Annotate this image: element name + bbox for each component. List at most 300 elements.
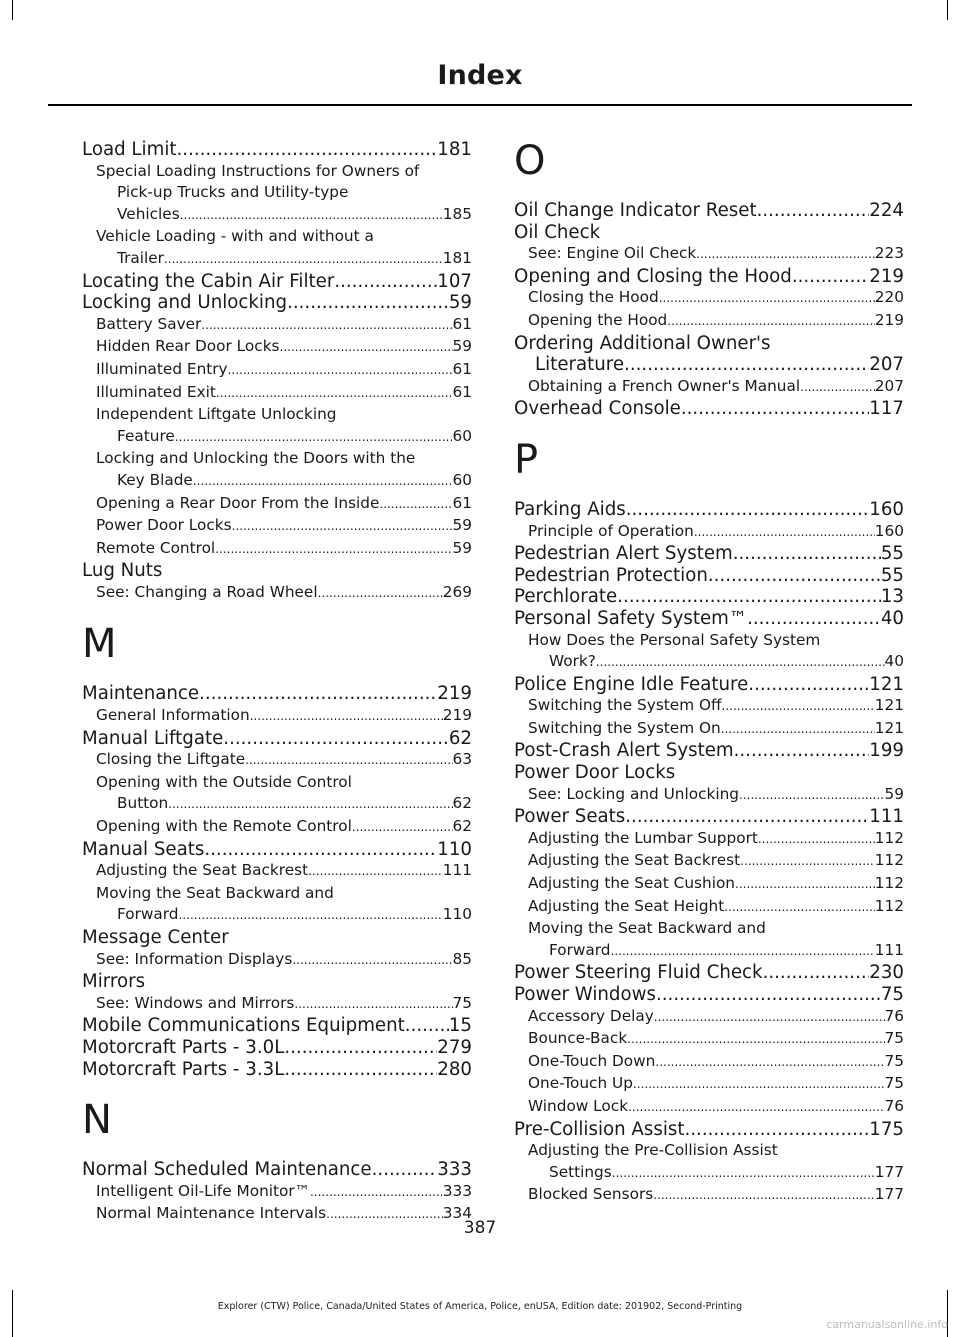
page-reference[interactable]: 61 [452,359,472,378]
page-reference[interactable]: 55 [880,543,904,565]
dot-leader [739,784,885,807]
dot-leader [617,586,881,608]
entry-label: Accessory Delay [528,1006,654,1025]
page-reference[interactable]: 223 [874,244,904,263]
index-subentry[interactable] [514,376,904,399]
dot-leader [596,651,885,674]
page-reference[interactable]: 62 [448,727,472,749]
page-reference[interactable]: 13 [880,586,904,608]
page-reference[interactable]: 219 [869,265,904,287]
entry-label: Adjusting the Seat Backrest [528,851,741,870]
entry-label: Pedestrian Protection [514,564,708,586]
entry-label: One-Touch Up [528,1074,633,1093]
index-entry[interactable] [514,565,904,587]
entry-label: Opening and Closing the Hood [514,265,792,287]
dot-leader [654,1006,885,1029]
entry-label: Personal Safety System™ [514,607,748,629]
dot-leader [611,940,875,963]
entry-label: Power Door Locks [514,762,676,784]
page-reference[interactable]: 59 [884,784,904,803]
page-reference[interactable]: 75 [884,1029,904,1048]
index-entry[interactable] [514,962,904,984]
dot-leader [734,740,870,762]
entry-label: Switching the System Off [528,696,722,715]
index-entry[interactable] [514,398,904,420]
index-entry[interactable] [82,728,472,750]
entry-label: Remote Control [96,538,216,557]
entry-label: See: Changing a Road Wheel [96,582,318,601]
index-entry[interactable] [82,839,472,861]
index-subentry[interactable] [82,515,472,538]
index-subentry[interactable] [82,860,472,883]
dot-leader [292,949,452,972]
page-reference[interactable]: 75 [880,984,904,1005]
page-reference[interactable]: 75 [884,1051,904,1070]
index-subentry[interactable] [514,828,904,851]
dot-leader [733,543,881,565]
page-reference[interactable]: 121 [874,696,904,715]
entry-label: Special Loading Instructions for Owners of [96,161,420,180]
entry-label: Illuminated Exit [96,382,216,401]
page-reference[interactable]: 160 [874,521,904,540]
entry-label: Power Steering Fluid Check [514,962,763,984]
page-reference[interactable]: 59 [452,337,472,356]
page-number: 387 [463,1218,497,1238]
entry-label: Load Limit [82,139,177,160]
index-subentry[interactable] [514,521,904,544]
page-reference[interactable]: 60 [452,470,472,489]
page-reference[interactable]: 207 [869,354,904,376]
page-reference[interactable]: 40 [880,607,904,629]
entry-label: Locking and Unlocking [82,292,288,314]
page-reference[interactable]: 62 [452,794,472,813]
entry-label: Police Engine Idle Feature [514,673,749,695]
dot-leader [280,336,453,359]
page-reference[interactable]: 111 [442,861,472,880]
index-subentry[interactable] [82,359,472,382]
index-subentry[interactable] [514,918,904,962]
entry-label-continued: Settings [549,1162,612,1181]
entry-label: Closing the Hood [528,288,659,307]
page-reference[interactable]: 333 [442,1181,472,1200]
page-reference[interactable]: 181 [442,248,472,267]
page-reference[interactable]: 220 [874,288,904,307]
dot-leader [694,521,875,544]
dot-leader [199,683,437,705]
entry-label: Normal Maintenance Intervals [96,1204,327,1223]
page-reference[interactable]: 112 [874,851,904,870]
dot-leader [653,1184,875,1207]
page-reference[interactable]: 62 [452,817,472,836]
index-letter-heading: P [514,436,539,483]
index-entry[interactable] [82,1037,472,1059]
page-reference[interactable]: 75 [452,993,472,1012]
index-subentry[interactable] [82,382,472,405]
index-entry[interactable] [514,222,904,244]
dot-leader [294,993,452,1016]
index-subentry[interactable] [82,582,472,605]
index-entry[interactable] [82,292,472,314]
entry-label: Lug Nuts [82,560,163,582]
index-subentry[interactable] [82,161,472,227]
index-subentry[interactable] [82,949,472,972]
entry-label: Principle of Operation [528,521,694,540]
entry-label: Maintenance [82,683,200,705]
dot-leader [656,984,881,1006]
dot-leader [655,1051,884,1074]
page-reference[interactable]: 111 [869,806,904,828]
index-column-right [514,139,904,1207]
entry-label: See: Locking and Unlocking [528,784,740,803]
entry-label-continued: Vehicles [117,204,180,223]
index-subentry[interactable] [514,287,904,310]
entry-label: Motorcraft Parts - 3.0L [82,1036,285,1058]
entry-label-continued: Forward [117,905,179,924]
entry-label: Oil Change Indicator Reset [514,200,757,221]
dot-leader [179,904,443,927]
page-reference[interactable]: 334 [442,1204,472,1223]
dot-leader [757,200,870,222]
entry-label: Opening with the Remote Control [96,817,352,836]
dot-leader [758,828,875,851]
page-title: Index [437,60,523,91]
entry-label: One-Touch Down [528,1051,656,1070]
index-entry[interactable] [514,586,904,608]
page-reference[interactable]: 199 [869,740,904,762]
entry-label: Adjusting the Lumbar Support [528,828,758,847]
index-entry[interactable] [514,608,904,630]
entry-label: Moving the Seat Backward and [96,883,334,902]
index-letter-heading: M [82,621,117,668]
dot-leader [724,896,875,919]
index-subentry[interactable] [514,1184,904,1207]
page-reference[interactable]: 279 [437,1036,472,1058]
index-subentry[interactable] [82,493,472,516]
entry-label: Manual Seats [82,838,205,860]
index-subentry[interactable] [514,1006,904,1029]
entry-label: Oil Check [514,221,601,243]
dot-leader [318,582,443,605]
edition-footer: Explorer (CTW) Police, Canada/United States of America, Police, enUSA, Edition date: 201902, Second-Printing [217,1301,743,1312]
watermark: carmanualsonline.info [826,1318,948,1331]
entry-label: Motorcraft Parts - 3.3L [82,1058,285,1080]
entry-label: Overhead Console [514,398,681,420]
page-reference[interactable]: 112 [874,874,904,893]
entry-label: Intelligent Oil-Life Monitor™ [96,1181,310,1200]
dot-leader [250,705,443,728]
entry-label: Power Seats [514,806,626,828]
page-reference[interactable]: 207 [874,376,904,395]
index-entry[interactable] [82,683,472,705]
index-entry[interactable] [514,200,904,222]
entry-label: Illuminated Entry [96,359,228,378]
page-reference[interactable]: 177 [874,1162,904,1181]
page-reference[interactable]: 160 [869,498,904,520]
dot-leader [627,1028,884,1051]
dot-leader [740,850,875,873]
index-entry[interactable] [82,139,472,161]
dot-leader [308,860,443,883]
entry-label: Pedestrian Alert System [514,543,733,565]
entry-label: Adjusting the Seat Backrest [96,861,309,880]
page-reference[interactable]: 60 [452,426,472,445]
index-subentry[interactable] [514,1140,904,1184]
dot-leader [201,314,452,337]
index-entry[interactable] [514,499,904,521]
entry-label: Opening the Hood [528,310,668,329]
entry-label: Mobile Communications Equipment [82,1015,405,1037]
dot-leader [800,376,875,399]
index-subentry[interactable] [514,873,904,896]
page-reference[interactable]: 230 [869,962,904,984]
entry-label-continued: Forward [549,940,611,959]
page-reference[interactable]: 111 [874,940,904,959]
entry-label: How Does the Personal Safety System [528,630,821,649]
entry-label: Mirrors [82,971,146,993]
dot-leader [684,1119,869,1141]
entry-label: Message Center [82,927,229,948]
index-subentry[interactable] [514,630,904,674]
dot-leader [681,398,869,420]
page-reference[interactable]: 219 [442,706,472,725]
index-entry[interactable] [82,1159,472,1181]
entry-label: Pre-Collision Assist [514,1118,685,1140]
page-reference[interactable]: 59 [448,292,472,314]
entry-label: Normal Scheduled Maintenance [82,1159,372,1181]
index-subentry[interactable] [82,883,472,927]
entry-label: Power Door Locks [96,516,232,535]
index-subentry[interactable] [514,310,904,333]
entry-label: Independent Liftgate Unlocking [96,405,337,424]
page-reference[interactable]: 76 [884,1006,904,1025]
index-subentry[interactable] [82,538,472,561]
entry-label: Ordering Additional Owner's [514,332,771,354]
index-entry[interactable] [514,740,904,762]
crop-mark [12,1290,13,1337]
crop-mark [12,0,13,20]
index-entry[interactable] [82,971,472,993]
index-subentry[interactable] [514,1073,904,1096]
dot-leader [228,359,453,382]
dot-leader [164,248,443,271]
index-subentry[interactable] [82,448,472,492]
entry-label: Closing the Liftgate [96,750,246,769]
index-entry[interactable] [82,560,472,582]
dot-leader [284,1037,437,1059]
dot-leader [763,962,870,984]
entry-label: Manual Liftgate [82,727,224,749]
index-subentry[interactable] [82,314,472,337]
dot-leader [193,470,453,493]
dot-leader [168,793,452,816]
index-subentry[interactable] [514,695,904,718]
index-subentry[interactable] [82,226,472,270]
dot-leader [667,310,875,333]
entry-label-continued: Trailer [117,248,164,267]
page-reference[interactable]: 121 [869,673,904,695]
dot-leader [748,674,869,696]
page-reference[interactable]: 63 [452,750,472,769]
entry-label: See: Information Displays [96,949,293,968]
entry-label: Post-Crash Alert System [514,740,734,762]
page-reference[interactable]: 219 [437,683,472,705]
dot-leader [747,608,881,630]
page-reference[interactable]: 185 [442,204,472,223]
entry-label: Locking and Unlocking the Doors with the [96,449,416,468]
dot-leader [628,1096,884,1119]
dot-leader [287,292,449,314]
dot-leader [310,1181,443,1204]
index-subentry[interactable] [82,772,472,816]
index-entry[interactable] [514,333,904,376]
page-reference[interactable]: 75 [884,1074,904,1093]
dot-leader [215,538,452,561]
index-subentry[interactable] [82,1181,472,1204]
dot-leader [232,515,453,538]
entry-label: Adjusting the Pre-Collision Assist [528,1141,778,1160]
page-reference[interactable]: 181 [437,139,472,160]
dot-leader [735,873,875,896]
entry-label: Blocked Sensors [528,1185,654,1204]
index-subentry[interactable] [514,850,904,873]
page-reference[interactable]: 76 [884,1096,904,1115]
dot-leader [708,565,881,587]
index-entry[interactable] [82,1015,472,1037]
dot-leader [180,204,443,227]
index-column-left [82,139,472,1226]
page-reference[interactable]: 112 [874,828,904,847]
entry-label: Adjusting the Seat Cushion [528,874,736,893]
header-divider [48,104,912,106]
entry-label: Switching the System On [528,718,721,737]
entry-label: Obtaining a French Owner's Manual [528,376,801,395]
dot-leader [334,271,437,293]
dot-leader [223,728,449,750]
index-subentry[interactable] [82,336,472,359]
index-entry[interactable] [514,984,904,1006]
page-reference[interactable]: 61 [452,382,472,401]
entry-label-continued: Pick-up Trucks and Utility-type [117,183,349,202]
entry-label: Hidden Rear Door Locks [96,337,280,356]
dot-leader [284,1059,437,1081]
index-subentry[interactable] [82,404,472,448]
dot-leader [792,266,869,288]
page-reference[interactable]: 280 [437,1058,472,1080]
dot-leader [625,806,869,828]
page-reference[interactable]: 177 [874,1185,904,1204]
index-entry[interactable] [514,1119,904,1141]
dot-leader [696,243,875,266]
page-reference[interactable]: 110 [442,905,472,924]
entry-label: General Information [96,706,250,725]
page-reference[interactable]: 112 [874,896,904,915]
entry-label-continued: Feature [117,426,175,445]
dot-leader [372,1159,438,1181]
index-entry[interactable] [82,927,472,949]
index-subentry[interactable] [514,1051,904,1074]
page-reference[interactable]: 59 [452,516,472,535]
entry-label: Battery Saver [96,314,202,333]
page-reference[interactable]: 85 [452,949,472,968]
dot-leader [216,382,453,405]
page-reference[interactable]: 110 [437,838,472,860]
dot-leader [204,839,437,861]
index-subentry[interactable] [82,993,472,1016]
entry-label-continued: Button [117,794,169,813]
index-subentry[interactable] [82,816,472,839]
entry-label: Bounce-Back [528,1029,628,1048]
dot-leader [633,1073,885,1096]
entry-label: Power Windows [514,984,656,1005]
entry-label-continued: Work? [549,652,596,671]
index-subentry[interactable] [514,243,904,266]
page-reference[interactable]: 61 [452,493,472,512]
index-entry[interactable] [82,1059,472,1081]
index-entry[interactable] [514,762,904,784]
page-reference[interactable]: 333 [437,1159,472,1181]
index-entry[interactable] [514,543,904,565]
entry-label: Adjusting the Seat Height [528,896,725,915]
entry-label: Opening a Rear Door From the Inside [96,493,380,512]
page-reference[interactable]: 219 [874,310,904,329]
index-subentry[interactable] [514,784,904,807]
entry-label: Perchlorate [514,586,618,608]
page-reference[interactable]: 61 [452,314,472,333]
page-reference[interactable]: 117 [869,398,904,420]
dot-leader [659,287,875,310]
dot-leader [405,1015,449,1037]
index-entry[interactable] [82,271,472,293]
index-subentry[interactable] [514,1096,904,1119]
page-reference[interactable]: 107 [437,270,472,292]
dot-leader [612,1162,875,1185]
dot-leader [721,718,875,741]
index-subentry[interactable] [82,749,472,772]
dot-leader [722,695,875,718]
index-subentry[interactable] [514,1028,904,1051]
dot-leader [352,816,453,839]
index-subentry[interactable] [82,705,472,728]
dot-leader [626,499,870,521]
index-letter-heading: N [82,1097,112,1144]
entry-label: Moving the Seat Backward and [528,919,766,938]
entry-label: Opening with the Outside Control [96,772,352,791]
page-reference[interactable]: 15 [448,1015,472,1037]
index-subentry[interactable] [514,718,904,741]
dot-leader [177,139,438,161]
entry-label: Window Lock [528,1096,629,1115]
page-reference[interactable]: 40 [884,652,904,671]
entry-label: See: Engine Oil Check [528,244,697,263]
page-reference[interactable]: 59 [452,538,472,557]
page-reference[interactable]: 224 [869,200,904,221]
index-entry[interactable] [514,674,904,696]
page-reference[interactable]: 121 [874,718,904,737]
index-subentry[interactable] [514,896,904,919]
dot-leader [245,749,452,772]
page-reference[interactable]: 269 [442,582,472,601]
dot-leader [624,354,869,376]
page-reference[interactable]: 55 [880,564,904,586]
crop-mark [947,0,948,20]
entry-label: Locating the Cabin Air Filter [82,270,335,292]
index-entry[interactable] [514,806,904,828]
dot-leader [379,493,452,516]
entry-label: Vehicle Loading - with and without a [96,227,374,246]
index-entry[interactable] [514,266,904,288]
entry-label-continued: Key Blade [117,470,193,489]
page-reference[interactable]: 175 [869,1118,904,1140]
